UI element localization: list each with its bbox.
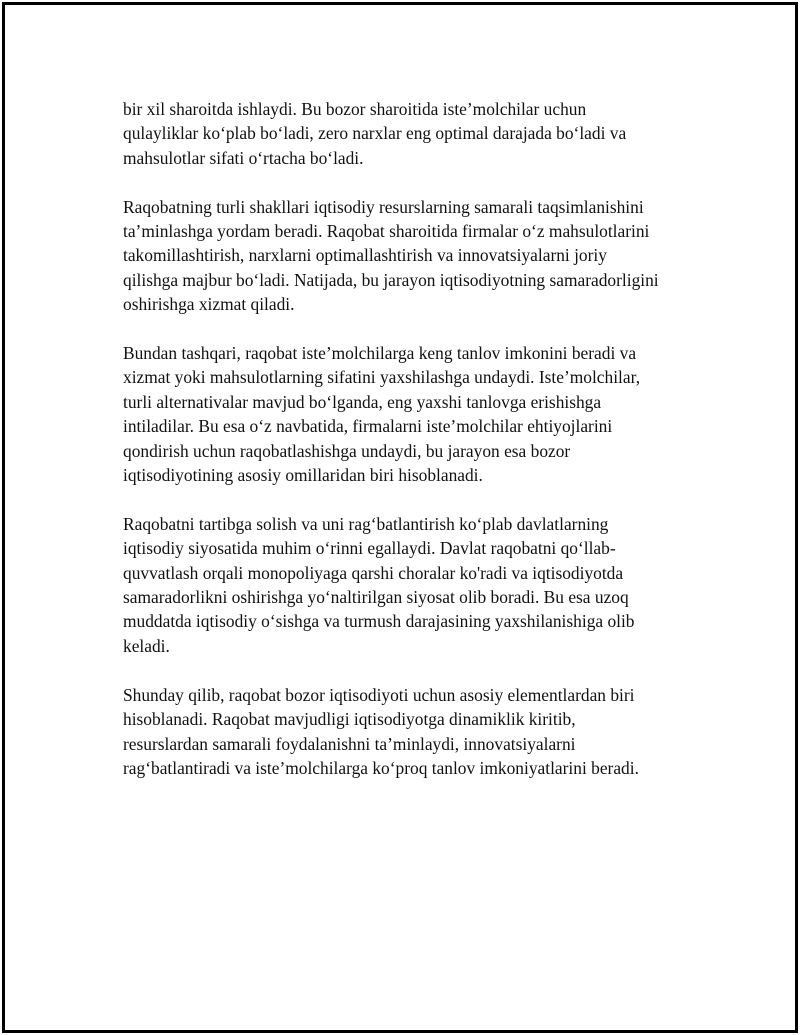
paragraph-4: Raqobatni tartibga solish va uni rag‘batlantirish ko‘plab davlatlarning iqtisodiy siyosatida muhim o‘rinni egallaydi. Davlat raqobatni qo‘llab- quvvatlash orqali monopoliyaga qarshi choralar ko'radi va iqtisodiyotda samaradorlikni oshirishga yo‘naltirilgan siyosat olib boradi. Bu esa uzoq muddatda iqtisodiy o‘sishga va turmush darajasining yaxshilanishiga olib keladi. [123, 513, 635, 656]
paragraph-2: Raqobatning turli shakllari iqtisodiy resurslarning samarali taqsimlanishini ta’minlashga yordam beradi. Raqobat sharoitida firmalar o‘z mahsulotlarini takomillashtirish, narxlarni optimallashtirish va innovatsiyalarni joriy qilishga majbur bo‘ladi. Natijada, bu jarayon iqtisodiyotning samaradorligini oshirishga xizmat qiladi. [123, 196, 659, 315]
paragraph-3: Bundan tashqari, raqobat iste’molchilarga keng tanlov imkonini beradi va xizmat yoki mahsulotlarning sifatini yaxshilashga undaydi. Iste’molchilar, turli alternativalar mavjud bo‘lganda, eng yaxshi tanlovga erishishga intiladilar. Bu esa o‘z navbatida, firmalarni iste’molchilar ehtiyojlarini qondirish uchun raqobatlashishga undaydi, bu jarayon esa bozor iqtisodiyotining asosiy omillaridan biri hisoblanadi. [123, 343, 641, 486]
paragraph-1: bir xil sharoitda ishlaydi. Bu bozor sharoitida iste’molchilar uchun qulayliklar ko‘plab bo‘ladi, zero narxlar eng optimal darajada bo‘ladi va mahsulotlar sifati o‘rtacha bo‘ladi. [123, 99, 627, 168]
paragraph-5: Shunday qilib, raqobat bozor iqtisodiyoti uchun asosiy elementlardan biri hisoblanadi. Raqobat mavjudligi iqtisodiyotga dinamiklik kiritib, resurslardan samarali foydalanishni ta’minlaydi, innovatsiyalarni rag‘batlantiradi va iste’molchilarga ko‘proq tanlov imkoniyatlarini beradi. [123, 684, 639, 778]
document-body [123, 97, 683, 805]
page-frame [2, 2, 798, 1033]
